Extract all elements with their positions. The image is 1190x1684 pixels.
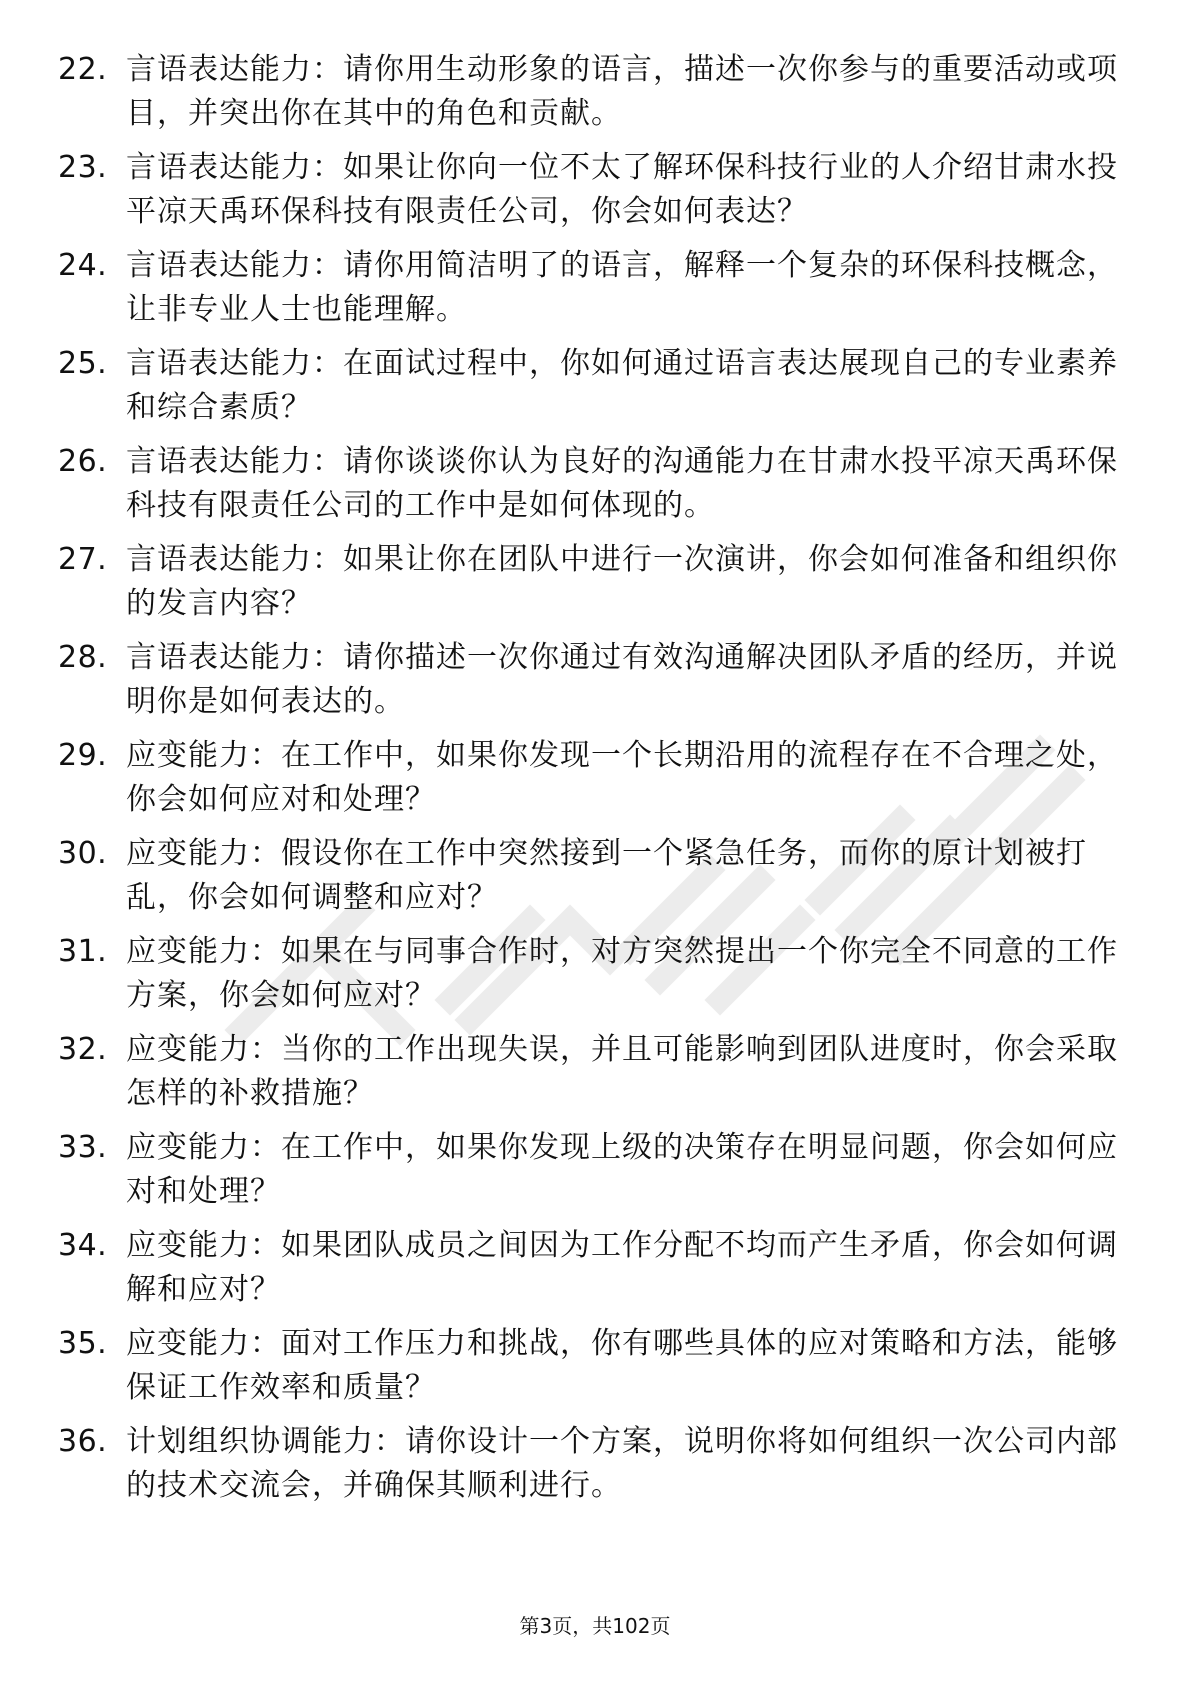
question-item-25 <box>58 342 1128 440</box>
question-number: 23. <box>58 150 108 185</box>
question-item-32 <box>58 1028 1128 1126</box>
question-number: 36. <box>58 1424 108 1459</box>
question-text: 言语表达能力：如果让你在团队中进行一次演讲，你会如何准备和组织你的发言内容？ <box>126 542 1118 621</box>
question-text: 言语表达能力：请你用生动形象的语言，描述一次你参与的重要活动或项目，并突出你在其中的角色和贡献。 <box>126 52 1118 131</box>
question-item-27 <box>58 538 1128 636</box>
question-item-22 <box>58 48 1128 146</box>
question-text: 应变能力：当你的工作出现失误，并且可能影响到团队进度时，你会采取怎样的补救措施？ <box>126 1032 1118 1111</box>
question-text: 应变能力：在工作中，如果你发现上级的决策存在明显问题，你会如何应对和处理？ <box>126 1130 1118 1209</box>
question-number: 27. <box>58 542 108 577</box>
question-item-28 <box>58 636 1128 734</box>
question-number: 29. <box>58 738 108 773</box>
question-item-31 <box>58 930 1128 1028</box>
question-item-34 <box>58 1224 1128 1322</box>
question-text: 应变能力：如果团队成员之间因为工作分配不均而产生矛盾，你会如何调解和应对？ <box>126 1228 1118 1307</box>
question-item-33 <box>58 1126 1128 1224</box>
question-text: 应变能力：假设你在工作中突然接到一个紧急任务，而你的原计划被打乱，你会如何调整和应对？ <box>126 836 1087 915</box>
question-text: 应变能力：如果在与同事合作时，对方突然提出一个你完全不同意的工作方案，你会如何应对？ <box>126 934 1118 1013</box>
question-number: 22. <box>58 52 108 87</box>
question-item-29 <box>58 734 1128 832</box>
question-text: 言语表达能力：在面试过程中，你如何通过语言表达展现自己的专业素养和综合素质？ <box>126 346 1118 425</box>
question-text: 应变能力：在工作中，如果你发现一个长期沿用的流程存在不合理之处，你会如何应对和处理？ <box>126 738 1118 817</box>
question-text: 言语表达能力：如果让你向一位不太了解环保科技行业的人介绍甘肃水投平凉天禹环保科技有限责任公司，你会如何表达？ <box>126 150 1118 229</box>
question-text: 应变能力：面对工作压力和挑战，你有哪些具体的应对策略和方法，能够保证工作效率和质量？ <box>126 1326 1118 1405</box>
question-text: 计划组织协调能力：请你设计一个方案，说明你将如何组织一次公司内部的技术交流会，并确保其顺利进行。 <box>126 1424 1118 1503</box>
question-number: 33. <box>58 1130 108 1165</box>
question-number: 24. <box>58 248 108 283</box>
question-number: 25. <box>58 346 108 381</box>
question-number: 28. <box>58 640 108 675</box>
question-number: 35. <box>58 1326 108 1361</box>
question-number: 34. <box>58 1228 108 1263</box>
question-item-35 <box>58 1322 1128 1420</box>
question-list <box>58 48 1128 1518</box>
question-text: 言语表达能力：请你用简洁明了的语言，解释一个复杂的环保科技概念，让非专业人士也能理解。 <box>126 248 1118 327</box>
question-item-26 <box>58 440 1128 538</box>
page-footer <box>0 1612 1190 1640</box>
question-item-36 <box>58 1420 1128 1518</box>
question-number: 30. <box>58 836 108 871</box>
question-number: 31. <box>58 934 108 969</box>
question-text: 言语表达能力：请你描述一次你通过有效沟通解决团队矛盾的经历，并说明你是如何表达的。 <box>126 640 1118 719</box>
question-item-24 <box>58 244 1128 342</box>
page-number-label: 第3页，共102页 <box>519 1614 671 1638</box>
question-item-30 <box>58 832 1128 930</box>
question-number: 26. <box>58 444 108 479</box>
question-item-23 <box>58 146 1128 244</box>
question-number: 32. <box>58 1032 108 1067</box>
question-text: 言语表达能力：请你谈谈你认为良好的沟通能力在甘肃水投平凉天禹环保科技有限责任公司的工作中是如何体现的。 <box>126 444 1118 523</box>
